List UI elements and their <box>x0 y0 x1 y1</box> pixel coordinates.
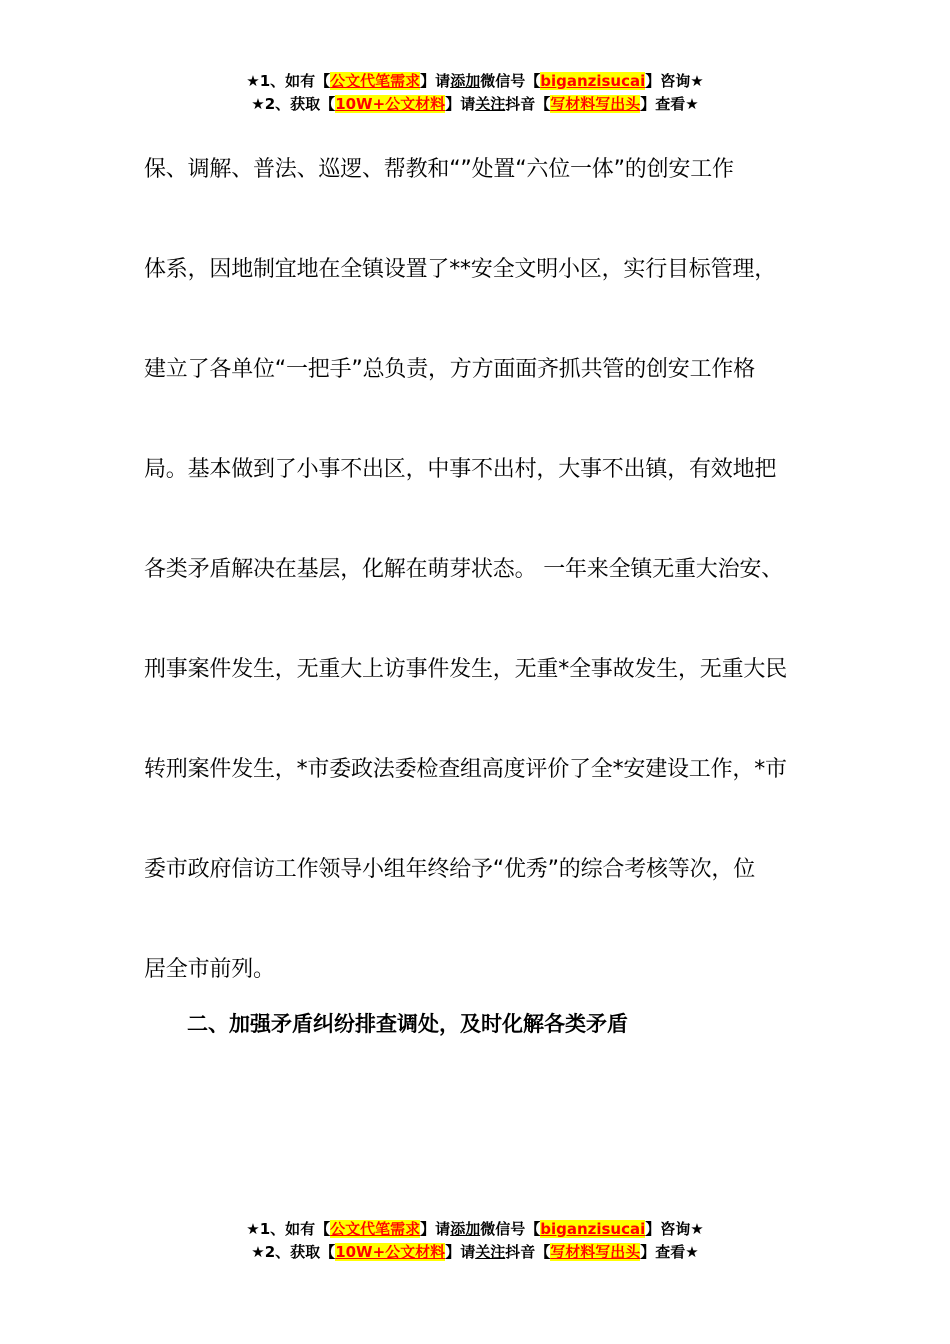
paragraph-line: 局。基本做到了小事不出区，中事不出村，大事不出镇，有效地把 <box>144 457 777 482</box>
banner-line-1: ★1、如有【公文代笔需求】请添加微信号【biganzisucai】咨询★ <box>246 1220 704 1238</box>
paragraph-line: 保、调解、普法、巡逻、帮教和“”处置“六位一体”的创安工作 <box>144 157 734 182</box>
header-banner <box>0 70 950 116</box>
section-heading: 二、加强矛盾纠纷排查调处，及时化解各类矛盾 <box>187 1012 628 1036</box>
highlight-materials: 10W+公文材料 <box>335 1243 446 1261</box>
highlight-wechat-id: biganzisucai <box>540 72 646 90</box>
banner-line-1: ★1、如有【公文代笔需求】请添加微信号【biganzisucai】咨询★ <box>246 72 704 90</box>
highlight-service: 公文代笔需求 <box>330 1220 421 1238</box>
body-paragraph <box>144 120 824 1020</box>
paragraph-line: 刑事案件发生，无重大上访事件发生，无重*全事故发生，无重大民 <box>144 657 788 682</box>
highlight-douyin-account: 写材料写出头 <box>550 1243 641 1261</box>
highlight-materials: 10W+公文材料 <box>335 95 446 113</box>
footer-banner <box>0 1218 950 1264</box>
highlight-service: 公文代笔需求 <box>330 72 421 90</box>
paragraph-line: 居全市前列。 <box>144 957 275 982</box>
paragraph-line: 各类矛盾解决在基层，化解在萌芽状态。 一年来全镇无重大治安、 <box>144 557 783 582</box>
highlight-wechat-id: biganzisucai <box>540 1220 646 1238</box>
banner-line-2: ★2、获取【10W+公文材料】请关注抖音【写材料写出头】查看★ <box>251 95 699 113</box>
paragraph-line: 委市政府信访工作领导小组年终给予“优秀”的综合考核等次，位 <box>144 857 755 882</box>
banner-line-2: ★2、获取【10W+公文材料】请关注抖音【写材料写出头】查看★ <box>251 1243 699 1261</box>
paragraph-line: 转刑案件发生，*市委政法委检查组高度评价了全*安建设工作，*市 <box>144 757 787 782</box>
highlight-douyin-account: 写材料写出头 <box>550 95 641 113</box>
paragraph-line: 建立了各单位“一把手”总负责，方方面面齐抓共管的创安工作格 <box>144 357 755 382</box>
paragraph-line: 体系，因地制宜地在全镇设置了**安全文明小区，实行目标管理， <box>144 257 777 282</box>
